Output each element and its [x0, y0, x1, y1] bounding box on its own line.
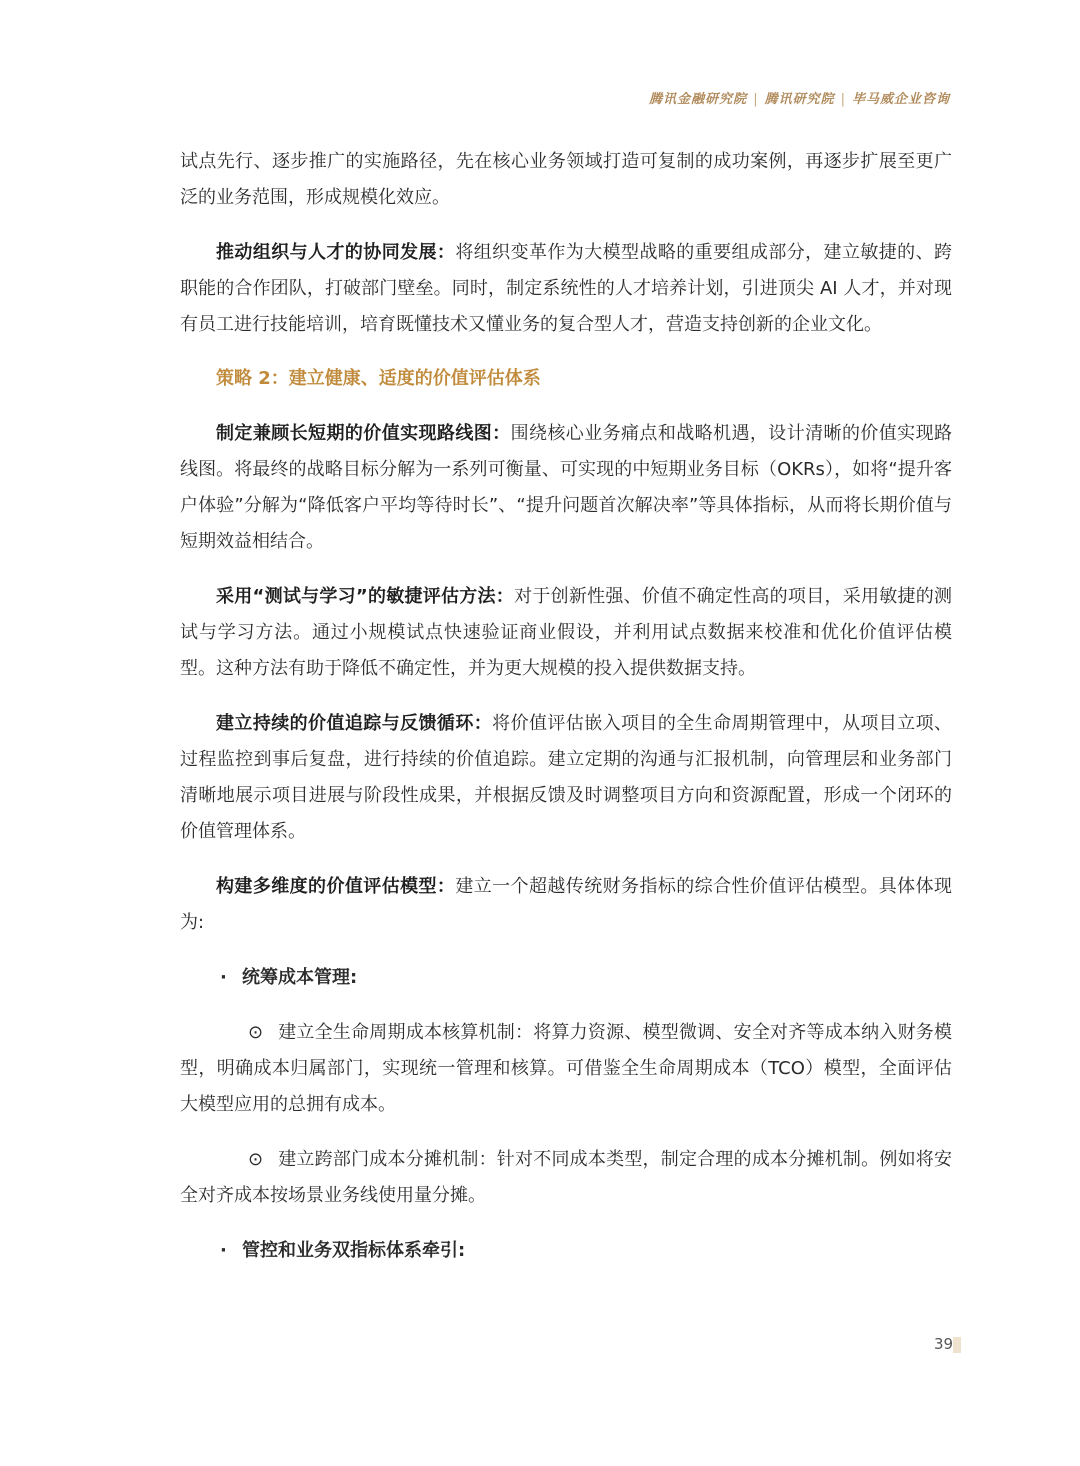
bullet-icon: ·: [220, 1240, 227, 1261]
paragraph-agile-eval: [180, 579, 952, 687]
paragraph-eval-model: [180, 869, 952, 941]
header-org-2: 腾讯研究院: [764, 92, 835, 107]
sub-item-lifecycle-cost: [180, 1015, 952, 1123]
sub-item-text: 建立全生命周期成本核算机制：将算力资源、模型微调、安全对齐等成本纳入财务模型，明确成本归属部门，实现统一管理和核算。可借鉴全生命周期成本（TCO）模型，全面评估大模型应用的总拥有成本。: [180, 1022, 952, 1115]
running-header: [649, 88, 950, 107]
header-separator: |: [840, 92, 846, 107]
paragraph-text: 建立一个超越传统财务指标的综合性价值评估模型。具体体现为:: [180, 876, 953, 933]
bullet-label: 统筹成本管理:: [242, 967, 358, 988]
page-number: 39: [934, 1335, 954, 1353]
paragraph-text: 围绕核心业务痛点和战略机遇，设计清晰的价值实现路线图。将最终的战略目标分解为一系列可衡量、可实现的中短期业务目标（OKRs），如将“提升客户体验”分解为“降低客户平均等待时长”、“提升问题首次解决率”等具体指标，从而将长期价值与短期效益相结合。: [180, 423, 952, 552]
paragraph-value-tracking: [180, 706, 952, 850]
paragraph-lead: 构建多维度的价值评估模型：: [216, 876, 456, 897]
paragraph-lead: 制定兼顾长短期的价值实现路线图：: [216, 423, 511, 444]
paragraph-roadmap: [180, 416, 952, 560]
sub-item-cost-allocation: [180, 1142, 952, 1214]
paragraph-lead: 推动组织与人才的协同发展：: [216, 242, 456, 263]
body-text: [180, 144, 952, 1269]
paragraph-text: 将价值评估嵌入项目的全生命周期管理中，从项目立项、过程监控到事后复盘，进行持续的价值追踪。建立定期的沟通与汇报机制，向管理层和业务部门清晰地展示项目进展与阶段性成果，并根据反馈及时调整项目方向和资源配置，形成一个闭环的价值管理体系。: [180, 713, 952, 842]
paragraph-org-talent: [180, 235, 952, 343]
paragraph-lead: 建立持续的价值追踪与反馈循环：: [216, 713, 493, 734]
bullet-cost-management: [180, 960, 952, 996]
circle-dot-icon: ⊙: [248, 1022, 264, 1043]
paragraph-lead: 采用“测试与学习”的敏捷评估方法：: [216, 586, 515, 607]
sub-item-text: 建立跨部门成本分摊机制：针对不同成本类型，制定合理的成本分摊机制。例如将安全对齐成本按场景业务线使用量分摊。: [180, 1149, 952, 1206]
page-number-accent: [953, 1337, 961, 1353]
strategy-heading: 策略 2：建立健康、适度的价值评估体系: [216, 368, 541, 389]
paragraph-continuation: 试点先行、逐步推广的实施路径，先在核心业务领域打造可复制的成功案例，再逐步扩展至更广泛的业务范围，形成规模化效应。: [180, 151, 952, 208]
paragraph-text: 对于创新性强、价值不确定性高的项目，采用敏捷的测试与学习方法。通过小规模试点快速验证商业假设，并利用试点数据来校准和优化价值评估模型。这种方法有助于降低不确定性，并为更大规模的投入提供数据支持。: [180, 586, 952, 679]
header-org-1: 腾讯金融研究院: [649, 92, 748, 107]
bullet-icon: ·: [220, 967, 227, 988]
circle-dot-icon: ⊙: [248, 1149, 264, 1170]
paragraph-text: 将组织变革作为大模型战略的重要组成部分，建立敏捷的、跨职能的合作团队，打破部门壁垒。同时，制定系统性的人才培养计划，引进顶尖 AI 人才，并对现有员工进行技能培训，培育既懂技术又懂业务的复合型人才，营造支持创新的企业文化。: [180, 242, 953, 335]
header-separator: |: [753, 92, 759, 107]
bullet-label: 管控和业务双指标体系牵引:: [242, 1240, 466, 1261]
bullet-dual-metrics: [180, 1233, 952, 1269]
header-org-3: 毕马威企业咨询: [851, 92, 950, 107]
